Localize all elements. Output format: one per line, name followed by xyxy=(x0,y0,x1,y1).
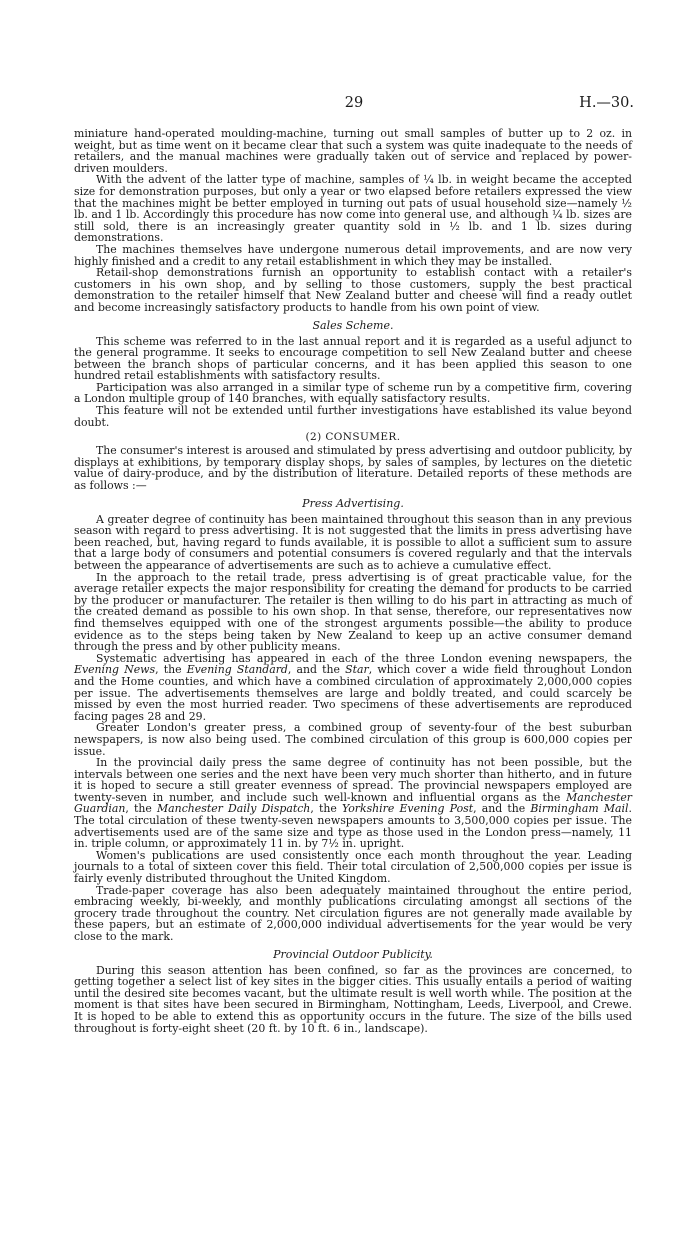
section-heading-provincial-outdoor: Provincial Outdoor Publicity. xyxy=(273,947,433,961)
paragraph: During this season attention has been confined, so far as the provinces are concerned, to getting together a select list of key sites in the bigger cities. This usually entails a period of waiting until the desired site becomes vacant, but the ultimate result is well worth while. The position at the moment is that sites have been secured in Birmingham, Nottingham, Leeds, Liverpool, and Crewe. It is hoped to be able to extend this as opportunity occurs in the future. The size of the bills used throughout is forty-eight sheet (20 ft. by 10 ft. 6 in., landscape). xyxy=(74,963,632,1035)
text-run: , which cover a wide field throughout London and the Home counties, and which have a combined circulation of approximately 2,000,000 copies per issue. The advertisements themselves are large and boldly treated, and could scarcely be missed by even the most hurried reader. Two specimens of these advertisements are reproduced facing pages 28 and 29. xyxy=(74,663,632,723)
paragraph: With the advent of the latter type of machine, samples of ¼ lb. in weight became the accepted size for demonstration purposes, but only a year or two elapsed before retailers expressed the view that the machines might be better employed in turning out pats of usual household size—namely ½ lb. and 1 lb. Accordingly this procedure has now come into general use, and although ¼ lb. sizes are still sold, there is an increasingly greater quantity sold in ½ lb. and 1 lb. sizes during demonstrations. xyxy=(74,173,632,245)
paragraph: Women's publications are used consistently once each month throughout the year. Leading journals to a total of sixteen cover this field. Their total circulation of 2,500,000 copies per issue is fairly evenly distributed throughout the United Kingdom. xyxy=(74,848,632,886)
page-body xyxy=(74,128,632,1034)
newspaper-title: Star xyxy=(345,663,369,677)
paragraph xyxy=(74,757,632,850)
text-run: , the xyxy=(310,802,342,816)
text-run: , and the xyxy=(287,663,346,677)
page-header xyxy=(74,95,634,115)
newspaper-title: Evening Standard xyxy=(186,663,288,677)
paragraph: In the approach to the retail trade, press advertising is of great practicable value, for the average retailer expects the major responsibility for creating the demand for products to be carried by the producer or manufacturer. The retailer is then willing to do his part in attracting as much of the created demand as possible to his own shop. In that sense, therefore, our representatives now find themselves equipped with one of the strongest arguments possible—the ability to produce evidence as to the steps being taken by New Zealand to keep up an active consumer demand through the press and by other publicity means. xyxy=(74,570,632,654)
text-run: Systematic advertising has appeared in each of the three London evening newspapers, the xyxy=(96,651,632,665)
text-run: , the xyxy=(155,663,187,677)
section-heading-press-advertising: Press Advertising. xyxy=(302,496,404,510)
paragraph: Greater London's greater press, a combined group of seventy-four of the best suburban newspapers, is now also being used. The combined circulation of this group is 600,000 copies per issue. xyxy=(74,721,632,758)
paragraph: Participation was also arranged in a similar type of scheme run by a competitive firm, covering a London multiple group of 140 branches, with equally satisfactory results. xyxy=(74,380,632,406)
report-code: H.—30. xyxy=(579,95,634,111)
section-heading-consumer: (2) CONSUMER. xyxy=(305,431,401,444)
newspaper-title: Manchester Daily Dispatch xyxy=(157,802,311,816)
text-run: , and the xyxy=(473,802,531,816)
paragraph: The consumer's interest is aroused and stimulated by press advertising and outdoor publicity, by displays at exhibitions, by temporary display shops, by sales of samples, by lectures on the dietetic value of dairy-produce, and by the distribution of literature. Detailed reports of these methods are as follows :— xyxy=(74,444,632,493)
paragraph: Retail-shop demonstrations furnish an opportunity to establish contact with a retailer's customers in his own shop, and by selling to those customers, supply the best practical demonstration to the retailer himself that New Zealand butter and cheese will find a ready outlet and become increasingly satisfactory products to handle from his own point of view. xyxy=(74,266,632,314)
text-run: . The total circulation of these twenty-seven newspapers amounts to 3,500,000 copies per issue. The advertisements used are of the same size and type as those used in the London press—namely, 11 in. triple column, or approximately 11 in. by 7½ in. upright. xyxy=(74,802,632,851)
newspaper-title: Evening News xyxy=(74,663,156,677)
text-run: , the xyxy=(125,802,158,816)
paragraph: miniature hand-operated moulding-machine, turning out small samples of butter up to 2 oz. in weight, but as time went on it became clear that such a system was quite inadequate to the needs of retailers, and the manual machines were gradually taken out of service and replaced by power-driven moulders. xyxy=(74,127,632,175)
section-heading-sales-scheme: Sales Scheme. xyxy=(312,318,394,332)
paragraph xyxy=(74,653,632,723)
newspaper-title: Yorkshire Evening Post xyxy=(341,802,474,816)
paragraph: Trade-paper coverage has also been adequately maintained throughout the entire period, embracing weekly, bi-weekly, and monthly publications circulating amongst all sections of the grocery trade throughout the country. Net circulation figures are not generally made available by these papers, but an estimate of 2,000,000 individual advertisements for the year would be very close to the mark. xyxy=(74,883,632,943)
paragraph: This scheme was referred to in the last annual report and it is regarded as a useful adjunct to the general programme. It seeks to encourage competition to sell New Zealand butter and cheese between the branch shops of particular concerns, and it has been applied this season to one hundred retail establishments with satisfactory results. xyxy=(74,334,632,383)
paragraph: This feature will not be extended until further investigations have established its value beyond doubt. xyxy=(74,404,632,429)
paragraph: A greater degree of continuity has been maintained throughout this season than in any previous season with regard to press advertising. It is not suggested that the limits in press advertising have been reached, but, having regard to funds available, it is possible to allot a sufficient sum to assure that a large body of consumers and potential consumers is covered regularly and that the intervals between the appearance of advertisements are such as to achieve a cumulative effect. xyxy=(74,512,632,572)
page-number: 29 xyxy=(344,95,364,111)
newspaper-title: Manchester Guardian xyxy=(74,790,632,816)
paragraph: The machines themselves have undergone numerous detail improvements, and are now very highly finished and a credit to any retail establishment in which they may be installed. xyxy=(74,242,632,268)
text-run: In the provincial daily press the same degree of continuity has not been possible, but the intervals between one series and the next have been very much shorter than hitherto, and in future it is hoped to secure a still greater evenness of spread. The provincial newspapers employed are twenty-seven in number, and include such well-known and influential organs as the xyxy=(74,756,632,804)
newspaper-title: Birmingham Mail xyxy=(530,802,629,816)
